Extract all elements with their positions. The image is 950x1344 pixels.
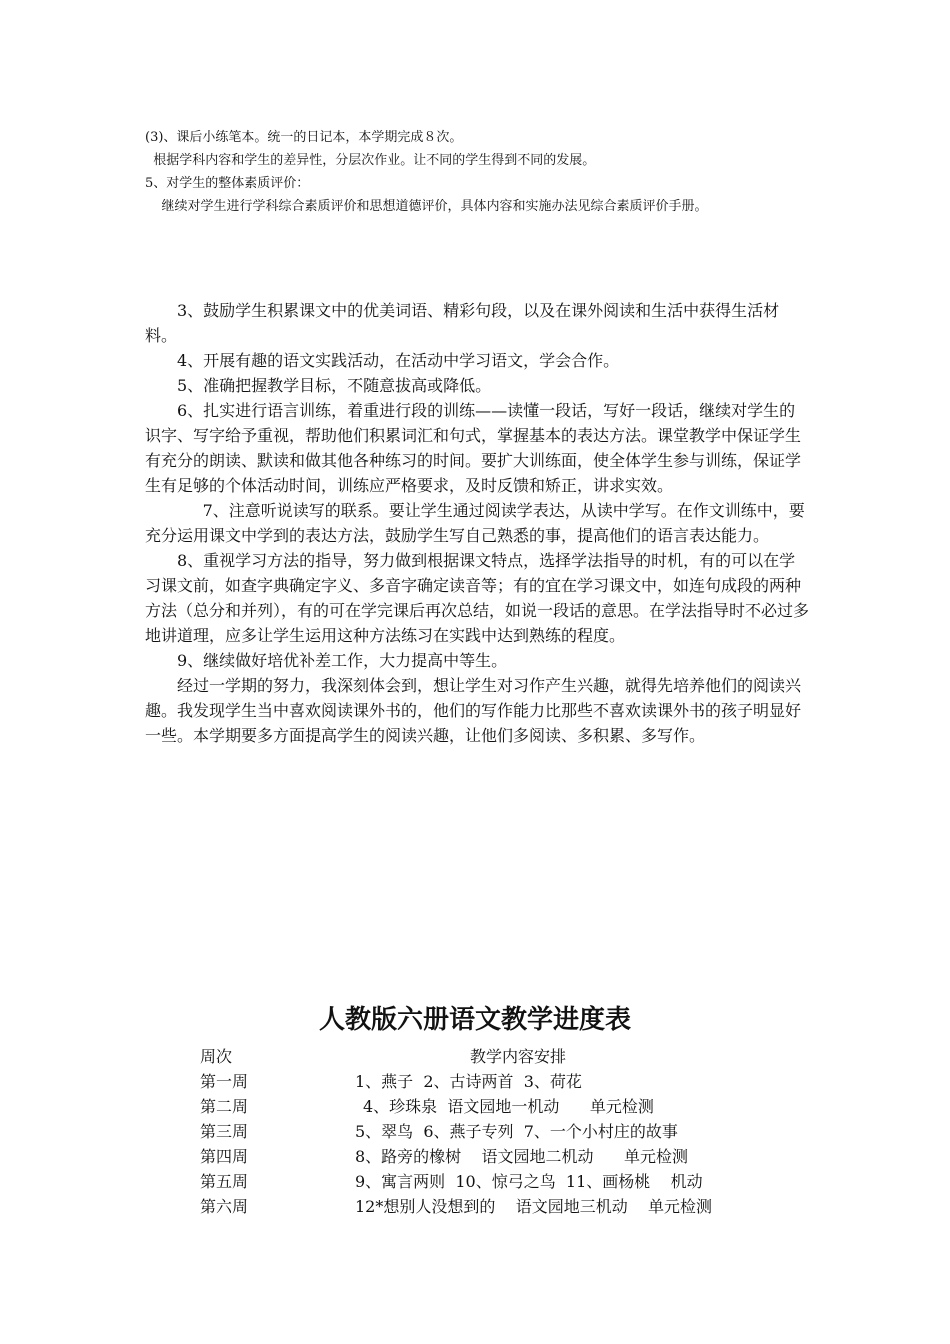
content-cell: 12*想别人没想到的 语文园地三机动 单元检测 [355,1197,713,1216]
week-cell: 第二周 [200,1097,249,1116]
measures-section [145,298,810,748]
paragraph: 8、重视学习方法的指导，努力做到根据课文特点，选择学法指导的时机，有的可以在学习课文前，如查字典确定字义、多音字确定读音等；有的宜在学习课文中，如连句成段的两种方法（总分和并列），有的可在学完课后再次总结，如说一段话的意思。在学法指导时不必过多地讲道理，应多让学生运用这种方法练习在实践中达到熟练的程度。 [145,551,810,645]
paragraph: 7、注意听说读写的联系。要让学生通过阅读学表达，从读中学写。在作文训练中，要充分运用课文中学到的表达方法，鼓励学生写自己熟悉的事，提高他们的语言表达能力。 [145,501,805,545]
schedule-row [200,1094,820,1119]
paragraph: 5、准确把握教学目标，不随意拔高或降低。 [177,376,492,395]
week-cell: 第五周 [200,1172,249,1191]
week-cell: 第四周 [200,1147,249,1166]
text-line: 5、对学生的整体素质评价： [145,176,310,191]
top-section [145,126,810,218]
schedule-row [200,1194,820,1219]
content-cell: 5、翠鸟 6、燕子专列 7、一个小村庄的故事 [355,1122,678,1141]
content-cell: 8、路旁的橡树 语文园地二机动 单元检测 [355,1147,689,1166]
header-week: 周次 [200,1047,233,1066]
week-cell: 第一周 [200,1072,249,1091]
paragraph: 9、继续做好培优补差工作，大力提高中等生。 [177,651,508,670]
content-cell: 9、寓言两则 10、惊弓之鸟 11、画杨桃 机动 [355,1172,703,1191]
paragraph: 经过一学期的努力，我深刻体会到，想让学生对习作产生兴趣，就得先培养他们的阅读兴趣。我发现学生当中喜欢阅读课外书的，他们的写作能力比那些不喜欢读课外书的孩子明显好一些。本学期要多方面提高学生的阅读兴趣，让他们多阅读、多积累、多写作。 [145,676,802,745]
week-cell: 第六周 [200,1197,249,1216]
schedule-table [200,1044,820,1219]
content-cell: 4、珍珠泉 语文园地一机动 单元检测 [363,1097,654,1116]
paragraph: 4、开展有趣的语文实践活动，在活动中学习语文，学会合作。 [177,351,620,370]
schedule-header-row [200,1044,820,1069]
text-line: 继续对学生进行学科综合素质评价和思想道德评价，具体内容和实施办法见综合素质评价手册。 [145,199,708,214]
content-cell: 1、燕子 2、古诗两首 3、荷花 [355,1072,582,1091]
week-cell: 第三周 [200,1122,249,1141]
schedule-row [200,1069,820,1094]
text-line: (3)、课后小练笔本。统一的日记本，本学期完成８次。 [145,130,463,145]
schedule-title: 人教版六册语文教学进度表 [318,1005,631,1035]
schedule-row [200,1144,820,1169]
schedule-row [200,1119,820,1144]
schedule-row [200,1169,820,1194]
paragraph: 6、扎实进行语言训练，着重进行段的训练——读懂一段话，写好一段话，继续对学生的识字、写字给予重视，帮助他们积累词汇和句式，掌握基本的表达方法。课堂教学中保证学生有充分的朗读、默读和做其他各种练习的时间。要扩大训练面，使全体学生参与训练，保证学生有足够的个体活动时间，训练应严格要求，及时反馈和矫正，讲求实效。 [145,401,802,495]
header-content: 教学内容安排 [470,1047,567,1066]
paragraph: 3、鼓励学生积累课文中的优美词语、精彩句段，以及在课外阅读和生活中获得生活材料。 [145,301,780,345]
text-line: 根据学科内容和学生的差异性，分层次作业。让不同的学生得到不同的发展。 [145,153,596,168]
